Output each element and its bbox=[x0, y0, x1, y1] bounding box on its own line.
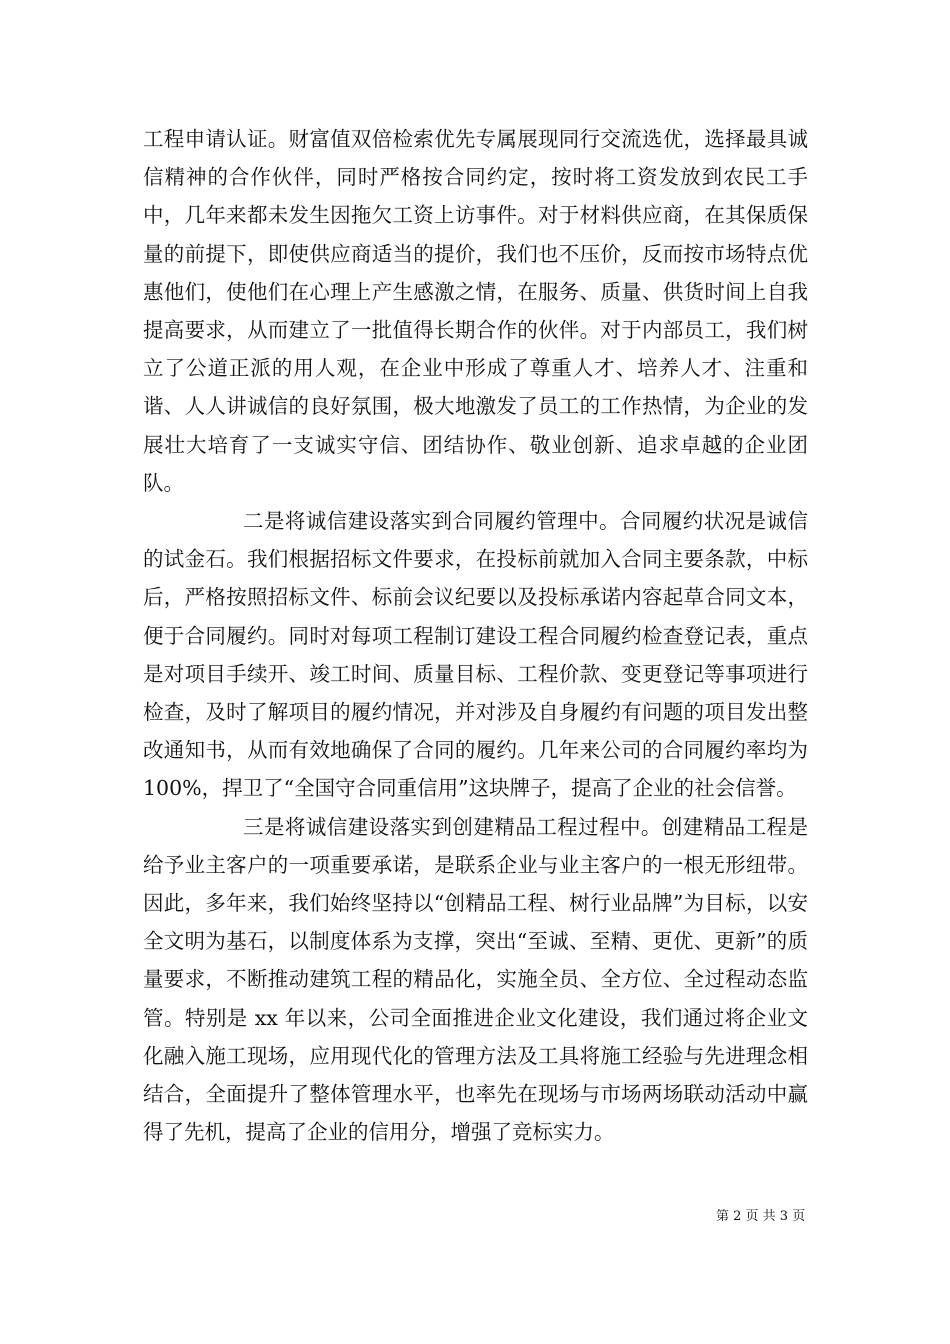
page-number-footer: 第 2 页 共 3 页 bbox=[716, 1209, 806, 1224]
paragraph-1: 工程申请认证。财富值双倍检索优先专属展现同行交流选优，选择最具诚信精神的合作伙伴，同时严格按合同约定，按时将工资发放到农民工手中，几年来都未发生因拖欠工资上访事件。对于材料供应商，在其保质保量的前提下，即使供应商适当的提价，我们也不压价，反而按市场特点优惠他们，使他们在心理上产生感激之情，在服务、质量、供货时间上自我提高要求，从而建立了一批值得长期合作的伙伴。对于内部员工，我们树立了公道正派的用人观，在企业中形成了尊重人才、培养人才、注重和谐、人人讲诚信的良好氛围，极大地激发了员工的工作热情，为企业的发展壮大培育了一支诚实守信、团结协作、敬业创新、追求卓越的企业团队。 bbox=[143, 127, 808, 495]
document-body bbox=[143, 120, 808, 1151]
paragraph-2: 二是将诚信建设落实到合同履约管理中。合同履约状况是诚信的试金石。我们根据招标文件要求，在投标前就加入合同主要条款，中标后，严格按照招标文件、标前会议纪要以及投标承诺内容起草合同文本，便于合同履约。同时对每项工程制订建设工程合同履约检查登记表，重点是对项目手续开、竣工时间、质量目标、工程价款、变更登记等事项进行检查，及时了解项目的履约情况，并对涉及自身履约有问题的项目发出整改通知书，从而有效地确保了合同的履约。几年来公司的合同履约率均为 100%，捍卫了“全国守合同重信用”这块牌子，提高了企业的社会信誉。 bbox=[143, 509, 808, 801]
paragraph-3: 三是将诚信建设落实到创建精品工程过程中。创建精品工程是给予业主客户的一项重要承诺，是联系企业与业主客户的一根无形纽带。因此，多年来，我们始终坚持以“创精品工程、树行业品牌”为目标，以安全文明为基石，以制度体系为支撑，突出“至诚、至精、更优、更新”的质量要求，不断推动建筑工程的精品化，实施全员、全方位、全过程动态监管。特别是 xx 年以来，公司全面推进企业文化建设，我们通过将企业文化融入施工现场，应用现代化的管理方法及工具将施工经验与先进理念相结合，全面提升了整体管理水平，也率先在现场与市场两场联动活动中赢得了先机，提高了企业的信用分，增强了竞标实力。 bbox=[143, 814, 808, 1145]
